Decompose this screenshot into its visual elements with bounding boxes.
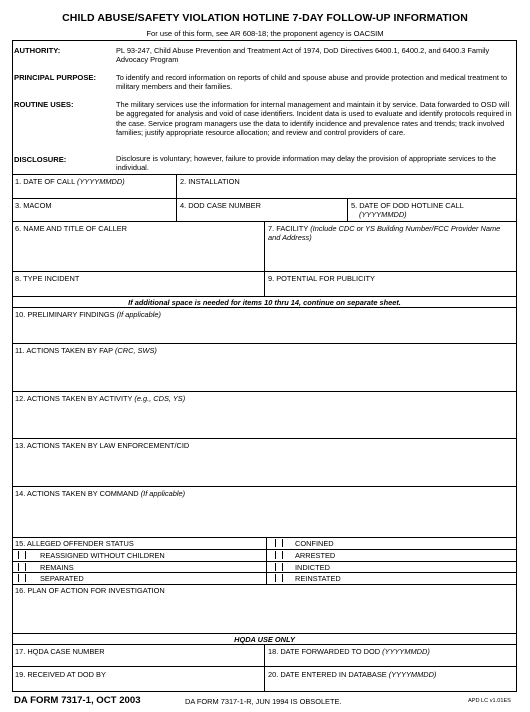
field-dod-case-number[interactable]: 4. DOD CASE NUMBER xyxy=(180,201,261,210)
rule xyxy=(12,584,517,585)
rule xyxy=(12,438,517,439)
form-title: CHILD ABUSE/SAFETY VIOLATION HOTLINE 7-DAY FOLLOW-UP INFORMATION xyxy=(62,12,468,24)
checkbox-indicted[interactable] xyxy=(275,563,283,571)
form-id: DA FORM 7317-1, OCT 2003 xyxy=(14,695,141,706)
authority-label: AUTHORITY: xyxy=(14,46,61,55)
field-potential-publicity[interactable]: 9. POTENTIAL FOR PUBLICITY xyxy=(268,274,375,283)
routine-uses-text: The military services use the information for internal management and maintain it by service. Data forwarded to OSD will be aggregated for analysis and void of case identifiers. Incident data is used to evaluate and identify protocols required in the case. Service program managers use the data to identify incidence and prevalence rates and trends; track involved families; justify appropriate resource allocation; and review and control providers of care. xyxy=(116,100,512,138)
checkbox-separated[interactable] xyxy=(18,574,26,582)
field-date-forwarded-dod[interactable]: 18. DATE FORWARDED TO DOD (YYYYMMDD) xyxy=(268,647,430,656)
field-hqda-case-number[interactable]: 17. HQDA CASE NUMBER xyxy=(15,647,105,656)
status-arrested-label: ARRESTED xyxy=(295,551,336,560)
disclosure-label: DISCLOSURE: xyxy=(14,155,67,164)
status-reinstated-label: REINSTATED xyxy=(295,574,341,583)
rule xyxy=(12,307,517,308)
field-date-of-call[interactable]: 1. DATE OF CALL (YYYYMMDD) xyxy=(15,177,125,186)
field-installation[interactable]: 2. INSTALLATION xyxy=(180,177,240,186)
status-separated-label: SEPARATED xyxy=(40,574,84,583)
version-tag: APD LC v1.01ES xyxy=(468,698,511,704)
status-indicted-label: INDICTED xyxy=(295,563,330,572)
checkbox-remains[interactable] xyxy=(18,563,26,571)
field-alleged-offender-status: 15. ALLEGED OFFENDER STATUS xyxy=(15,539,134,548)
field-actions-activity[interactable]: 12. ACTIONS TAKEN BY ACTIVITY (e.g., CDS, YS) xyxy=(15,394,186,403)
rule xyxy=(12,343,517,344)
rule xyxy=(12,549,517,550)
rule xyxy=(12,391,517,392)
checkbox-arrested[interactable] xyxy=(275,551,283,559)
purpose-text: To identify and record information on reports of child and spouse abuse and provide protection and medical treatment to military members and their families. xyxy=(116,73,508,92)
checkbox-reassigned[interactable] xyxy=(18,551,26,559)
field-macom[interactable]: 3. MACOM xyxy=(15,201,52,210)
field-actions-fap[interactable]: 11. ACTIONS TAKEN BY FAP (CRC, SWS) xyxy=(15,346,157,355)
rule xyxy=(12,296,517,297)
field-date-of-dod-hotline-call[interactable]: 5. DATE OF DOD HOTLINE CALL (YYYYMMDD) xyxy=(351,201,464,220)
field-name-title-caller[interactable]: 6. NAME AND TITLE OF CALLER xyxy=(15,224,127,233)
field-date-entered-database[interactable]: 20. DATE ENTERED IN DATABASE (YYYYMMDD) xyxy=(268,670,437,679)
field-received-at-dod-by[interactable]: 19. RECEIVED AT DOD BY xyxy=(15,670,106,679)
rule xyxy=(12,198,517,199)
routine-uses-label: ROUTINE USES: xyxy=(14,100,74,109)
rule xyxy=(12,486,517,487)
field-type-incident[interactable]: 8. TYPE INCIDENT xyxy=(15,274,80,283)
authority-text: PL 93-247, Child Abuse Prevention and Treatment Act of 1974, DoD Directives 6400.1, 6400.2, and 6400.3 Family Advocacy Program xyxy=(116,46,490,65)
checkbox-confined[interactable] xyxy=(275,539,283,547)
status-confined-label: CONFINED xyxy=(295,539,334,548)
disclosure-text: Disclosure is voluntary; however, failure to provide information may delay the provision of appropriate services to the individual. xyxy=(116,154,496,173)
status-reassigned-label: REASSIGNED WITHOUT CHILDREN xyxy=(40,551,165,560)
divider xyxy=(347,198,348,221)
divider xyxy=(264,221,265,296)
field-facility[interactable]: 7. FACILITY (Include CDC or YS Building Number/FCC Provider Name and Address) xyxy=(268,224,501,243)
field-preliminary-findings[interactable]: 10. PRELIMINARY FINDINGS (If applicable) xyxy=(15,310,161,319)
obsolete-note: DA FORM 7317-1-R, JUN 1994 IS OBSOLETE. xyxy=(185,697,342,706)
rule xyxy=(12,572,517,573)
field-plan-of-action[interactable]: 16. PLAN OF ACTION FOR INVESTIGATION xyxy=(15,586,165,595)
form-subtitle: For use of this form, see AR 608-18; the proponent agency is OACSIM xyxy=(146,29,384,38)
rule xyxy=(12,633,517,634)
rule xyxy=(12,174,517,175)
field-actions-command[interactable]: 14. ACTIONS TAKEN BY COMMAND (If applicable) xyxy=(15,489,186,498)
additional-space-note: If additional space is needed for items 10 thru 14, continue on separate sheet. xyxy=(128,298,401,307)
status-remains-label: REMAINS xyxy=(40,563,74,572)
hqda-use-only: HQDA USE ONLY xyxy=(234,635,295,644)
rule xyxy=(12,537,517,538)
field-actions-law-enforcement[interactable]: 13. ACTIONS TAKEN BY LAW ENFORCEMENT/CID xyxy=(15,441,190,450)
divider xyxy=(176,174,177,221)
divider xyxy=(264,644,265,692)
checkbox-reinstated[interactable] xyxy=(275,574,283,582)
purpose-label: PRINCIPAL PURPOSE: xyxy=(14,73,96,82)
rule xyxy=(12,561,517,562)
